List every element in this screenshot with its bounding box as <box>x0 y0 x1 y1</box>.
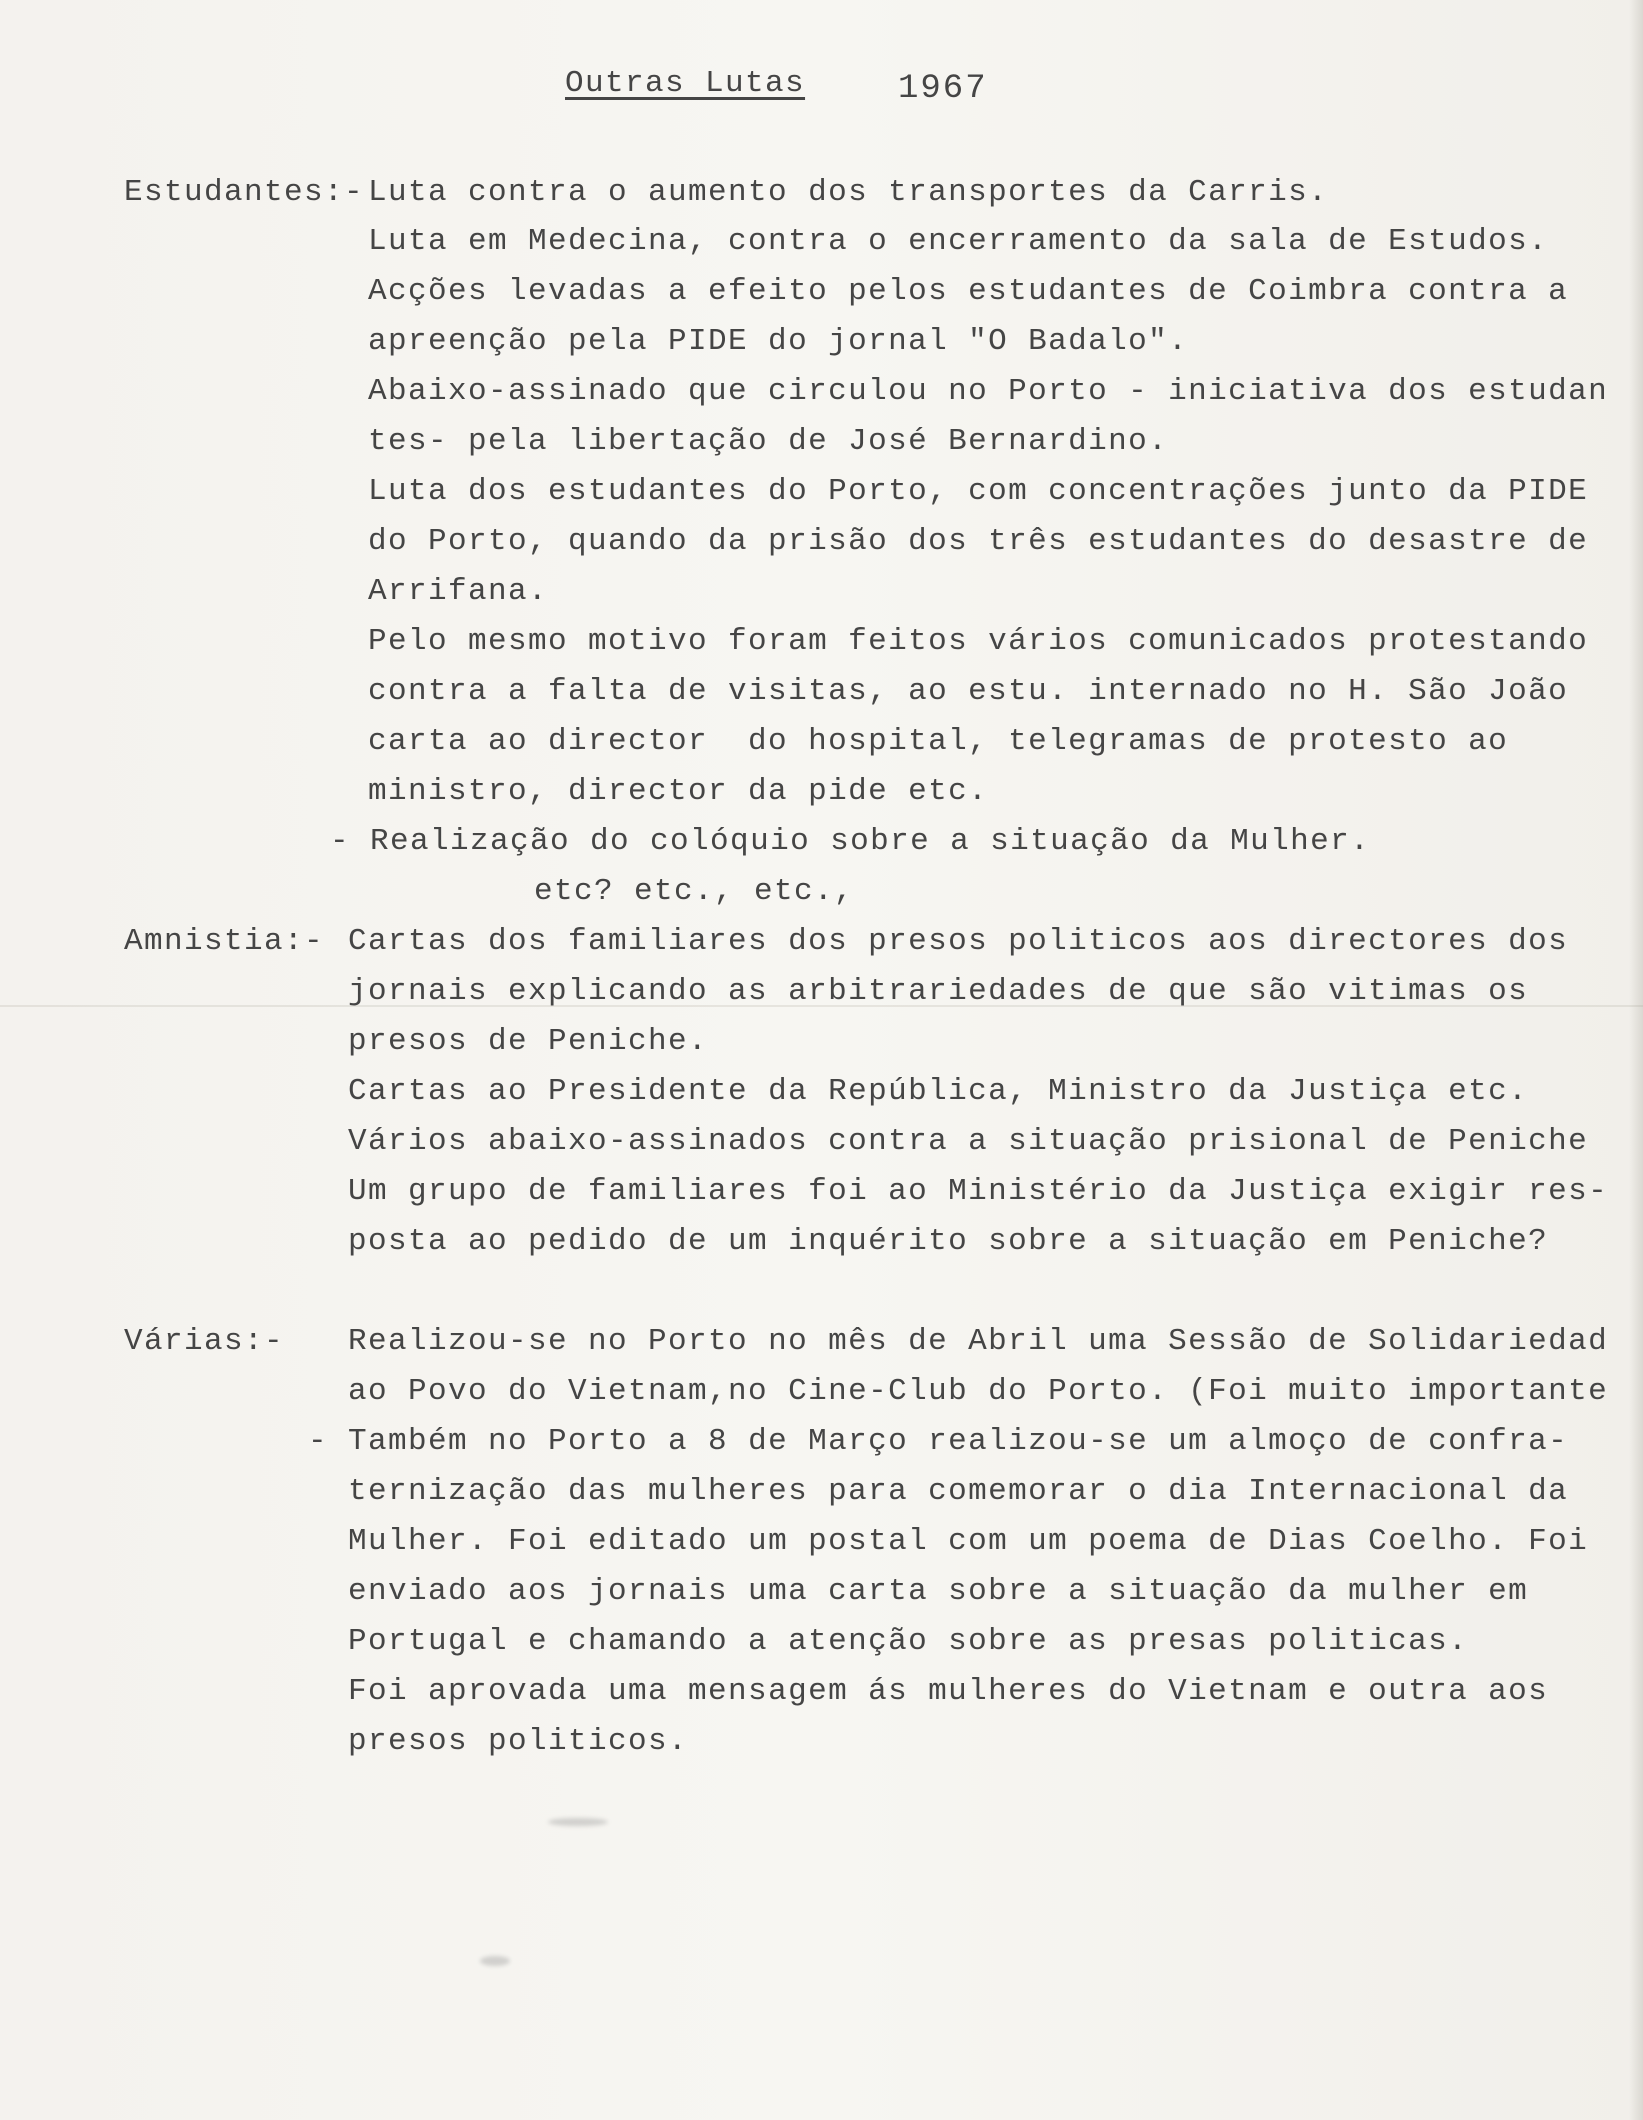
text-line: contra a falta de visitas, ao estu. internado no H. São João <box>368 674 1569 709</box>
text-line: presos de Peniche. <box>348 1024 709 1059</box>
text-line: - Realização do colóquio sobre a situação da Mulher. <box>330 824 1371 859</box>
section-label-estudantes: Estudantes:- <box>124 175 365 210</box>
text-line: Realizou-se no Porto no mês de Abril uma Sessão de Solidariedad <box>348 1324 1609 1359</box>
text-line: apreenção pela PIDE do jornal "O Badalo". <box>368 324 1189 359</box>
text-line: Vários abaixo-assinados contra a situação prisional de Peniche <box>348 1124 1589 1159</box>
section-label-amnistia: Amnistia:- <box>124 924 325 959</box>
text-line: Cartas dos familiares dos presos politicos aos directores dos <box>348 924 1569 959</box>
text-line: Luta contra o aumento dos transportes da Carris. <box>368 175 1329 210</box>
text-line: enviado aos jornais uma carta sobre a situação da mulher em <box>348 1574 1529 1609</box>
text-line: - Também no Porto a 8 de Março realizou-se um almoço de confra- <box>308 1424 1569 1459</box>
section-label-varias: Várias:- <box>124 1324 285 1359</box>
text-line: ao Povo do Vietnam,no Cine-Club do Porto. (Foi muito importante <box>348 1374 1609 1409</box>
text-line: Luta dos estudantes do Porto, com concentrações junto da PIDE <box>368 474 1589 509</box>
ink-smudge <box>548 1818 608 1826</box>
text-line: Abaixo-assinado que circulou no Porto - iniciativa dos estudan <box>368 374 1609 409</box>
text-line: Arrifana. <box>368 574 549 609</box>
text-line: posta ao pedido de um inquérito sobre a situação em Peniche? <box>348 1224 1549 1259</box>
text-line: Luta em Medecina, contra o encerramento da sala de Estudos. <box>368 224 1549 259</box>
text-line: Cartas ao Presidente da República, Ministro da Justiça etc. <box>348 1074 1529 1109</box>
text-line: etc? etc., etc., <box>534 874 855 909</box>
document-title: Outras Lutas <box>565 66 806 101</box>
text-line: do Porto, quando da prisão dos três estudantes do desastre de <box>368 524 1589 559</box>
paper-edge-shadow <box>1629 0 1643 2120</box>
text-line: Pelo mesmo motivo foram feitos vários comunicados protestando <box>368 624 1589 659</box>
text-line: ministro, director da pide etc. <box>368 774 989 809</box>
text-line: Mulher. Foi editado um postal com um poema de Dias Coelho. Foi <box>348 1524 1589 1559</box>
text-line: ternização das mulheres para comemorar o dia Internacional da <box>348 1474 1569 1509</box>
text-line: Portugal e chamando a atenção sobre as presas politicas. <box>348 1624 1469 1659</box>
text-line: Acções levadas a efeito pelos estudantes de Coimbra contra a <box>368 274 1569 309</box>
text-line: tes- pela libertação de José Bernardino. <box>368 424 1169 459</box>
text-line: Um grupo de familiares foi ao Ministério da Justiça exigir res- <box>348 1174 1609 1209</box>
text-line: jornais explicando as arbitrariedades de que são vitimas os <box>348 974 1529 1009</box>
text-line: presos politicos. <box>348 1724 689 1759</box>
text-line: Foi aprovada uma mensagem ás mulheres do Vietnam e outra aos <box>348 1674 1549 1709</box>
document-year: 1967 <box>898 70 988 108</box>
text-line: carta ao director do hospital, telegramas de protesto ao <box>368 724 1509 759</box>
ink-smudge <box>480 1956 510 1966</box>
